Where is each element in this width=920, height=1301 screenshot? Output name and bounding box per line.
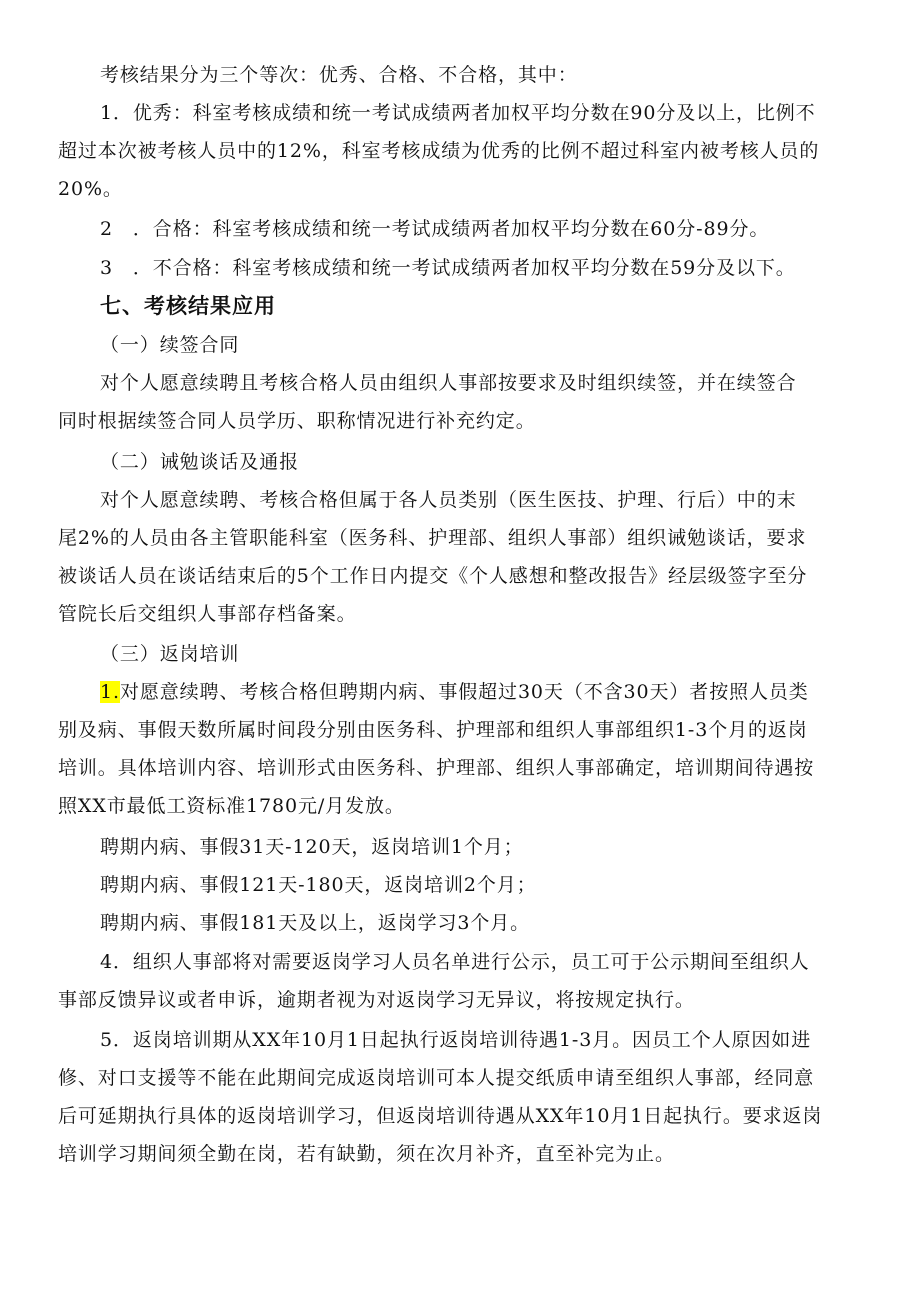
text-line: 5．返岗培训期从XX年10月1日起执行返岗培训待遇1-3月。因员工个人原因如进 — [100, 1029, 812, 1051]
subsection-heading: （二）诫勉谈话及通报 — [100, 451, 300, 473]
text-line: 2 ．合格：科室考核成绩和统一考试成绩两者加权平均分数在60分-89分。 — [100, 218, 770, 240]
text-line: 20%。 — [58, 178, 123, 200]
text-line: 尾2%的人员由各主管职能科室（医务科、护理部、组织人事部）组织诫勉谈话，要求 — [58, 527, 807, 549]
text-line: 4．组织人事部将对需要返岗学习人员名单进行公示，员工可于公示期间至组织人 — [100, 951, 810, 973]
text-line: 超过本次被考核人员中的12%，科室考核成绩为优秀的比例不超过科室内被考核人员的 — [58, 140, 820, 162]
text-line: 被谈话人员在谈话结束后的5个工作日内提交《个人感想和整改报告》经层级签字至分 — [58, 565, 808, 587]
text-line: 对个人愿意续聘、考核合格但属于各人员类别（医生医技、护理、行后）中的末 — [100, 489, 797, 511]
text-line: 培训学习期间须全勤在岗，若有缺勤，须在次月补齐，直至补完为止。 — [58, 1143, 675, 1165]
text-line: 1．优秀：科室考核成绩和统一考试成绩两者加权平均分数在90分及以上，比例不 — [100, 102, 816, 124]
text-line: 修、对口支援等不能在此期间完成返岗培训可本人提交纸质申请至组织人事部，经同意 — [58, 1067, 815, 1089]
text-line: 管院长后交组织人事部存档备案。 — [58, 603, 357, 625]
subsection-heading: （一）续签合同 — [100, 334, 240, 356]
list-item: 聘期内病、事假31天-120天，返岗培训1个月； — [100, 836, 524, 858]
section-heading: 七、考核结果应用 — [100, 294, 276, 318]
list-item: 聘期内病、事假121天-180天，返岗培训2个月； — [100, 874, 537, 896]
subsection-heading: （三）返岗培训 — [100, 643, 240, 665]
text-line: 事部反馈异议或者申诉，逾期者视为对返岗学习无异议，将按规定执行。 — [58, 989, 695, 1011]
text-line: 考核结果分为三个等次：优秀、合格、不合格，其中： — [100, 64, 578, 86]
text-line: 后可延期执行具体的返岗培训学习，但返岗培训待遇从XX年10月1日起执行。要求返岗 — [58, 1105, 823, 1127]
text-line — [100, 677, 809, 707]
list-item: 聘期内病、事假181天及以上，返岗学习3个月。 — [100, 912, 531, 934]
highlight-marker: 1. — [100, 681, 120, 703]
text-line: 别及病、事假天数所属时间段分别由医务科、护理部和组织人事部组织1-3个月的返岗 — [58, 719, 808, 741]
text-line: 同时根据续签合同人员学历、职称情况进行补充约定。 — [58, 410, 536, 432]
text-line: 3 ．不合格：科室考核成绩和统一考试成绩两者加权平均分数在59分及以下。 — [100, 257, 796, 279]
text-line: 照XX市最低工资标准1780元/月发放。 — [58, 795, 405, 817]
text-span: 对愿意续聘、考核合格但聘期内病、事假超过30天（不含30天）者按照人员类 — [119, 681, 809, 703]
text-line: 对个人愿意续聘且考核合格人员由组织人事部按要求及时组织续签，并在续签合 — [100, 372, 797, 394]
text-line: 培训。具体培训内容、培训形式由医务科、护理部、组织人事部确定，培训期间待遇按 — [58, 757, 815, 779]
